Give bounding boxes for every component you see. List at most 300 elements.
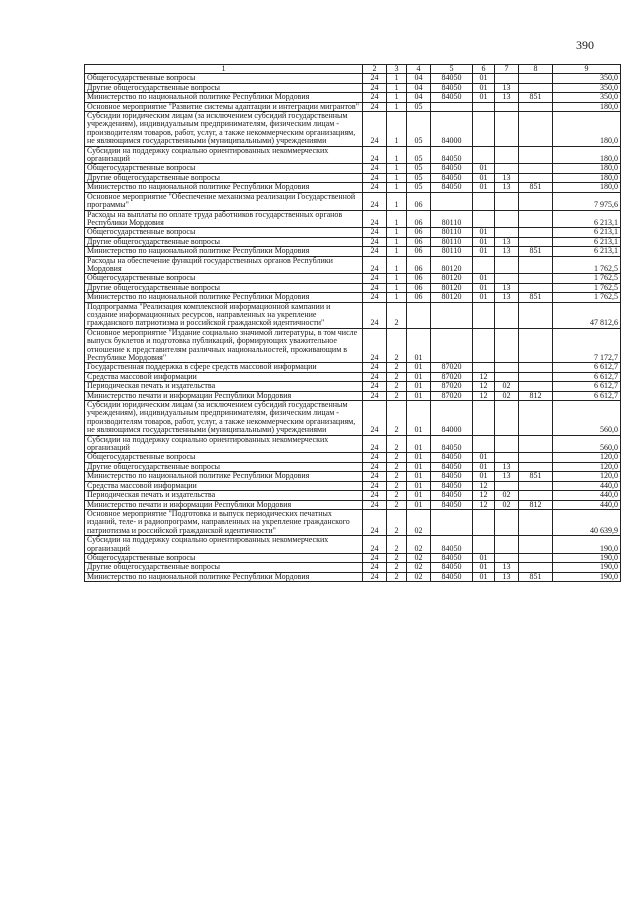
subprogram-code: 1 bbox=[387, 274, 407, 283]
amount: 180,0 bbox=[553, 164, 621, 173]
ministry-code bbox=[519, 274, 553, 283]
program-code: 24 bbox=[363, 283, 387, 292]
subprogram-code: 1 bbox=[387, 83, 407, 92]
amount: 190,0 bbox=[553, 563, 621, 572]
ministry-code bbox=[519, 228, 553, 237]
amount: 6 612,7 bbox=[553, 382, 621, 391]
program-code: 24 bbox=[363, 164, 387, 173]
row-name: Министерство по национальной политике Республики Мордовия bbox=[85, 183, 363, 192]
subsection-code bbox=[495, 192, 519, 210]
amount: 6 612,7 bbox=[553, 391, 621, 400]
subsection-code bbox=[495, 164, 519, 173]
table-row bbox=[85, 500, 621, 509]
ministry-code bbox=[519, 401, 553, 436]
table-row bbox=[85, 563, 621, 572]
subprogram-code: 2 bbox=[387, 302, 407, 328]
activity-code: 01 bbox=[407, 491, 431, 500]
row-name: Субсидии на поддержку социально ориентированных некоммерческих организаций bbox=[85, 536, 363, 554]
table-row bbox=[85, 74, 621, 83]
ministry-code bbox=[519, 435, 553, 453]
subprogram-code: 1 bbox=[387, 256, 407, 274]
ministry-code: 851 bbox=[519, 572, 553, 581]
amount: 350,0 bbox=[553, 83, 621, 92]
section-code bbox=[473, 112, 495, 147]
subsection-code bbox=[495, 328, 519, 363]
expense-code: 84050 bbox=[431, 481, 473, 490]
ministry-code bbox=[519, 563, 553, 572]
section-code bbox=[473, 302, 495, 328]
subprogram-code: 2 bbox=[387, 453, 407, 462]
section-code: 12 bbox=[473, 372, 495, 381]
subsection-code bbox=[495, 302, 519, 328]
section-code: 12 bbox=[473, 491, 495, 500]
subprogram-code: 1 bbox=[387, 93, 407, 102]
expense-code: 84050 bbox=[431, 563, 473, 572]
row-name: Субсидии юридическим лицам (за исключением субсидий государственным учреждениям), индивидуальным предпринимателям, физическим лицам - производителям товаров, работ, услуг, а также некоммерческим организациям, не являющимся государственными (муниципальными) учреждениями bbox=[85, 112, 363, 147]
ministry-code bbox=[519, 146, 553, 164]
subprogram-code: 1 bbox=[387, 237, 407, 246]
expense-code: 80110 bbox=[431, 247, 473, 256]
program-code: 24 bbox=[363, 509, 387, 535]
activity-code: 01 bbox=[407, 481, 431, 490]
subsection-code: 13 bbox=[495, 173, 519, 182]
subsection-code: 13 bbox=[495, 563, 519, 572]
program-code: 24 bbox=[363, 382, 387, 391]
section-code bbox=[473, 435, 495, 453]
expense-code: 87020 bbox=[431, 363, 473, 372]
program-code: 24 bbox=[363, 563, 387, 572]
program-code: 24 bbox=[363, 293, 387, 302]
expense-code: 84050 bbox=[431, 83, 473, 92]
row-name: Субсидии на поддержку социально ориентированных некоммерческих организаций bbox=[85, 435, 363, 453]
subprogram-code: 2 bbox=[387, 553, 407, 562]
ministry-code bbox=[519, 102, 553, 111]
expense-code: 87020 bbox=[431, 391, 473, 400]
section-code bbox=[473, 328, 495, 363]
amount: 350,0 bbox=[553, 74, 621, 83]
amount: 1 762,5 bbox=[553, 274, 621, 283]
expense-code bbox=[431, 328, 473, 363]
activity-code: 01 bbox=[407, 500, 431, 509]
expense-code: 80120 bbox=[431, 274, 473, 283]
amount: 190,0 bbox=[553, 572, 621, 581]
amount: 1 762,5 bbox=[553, 293, 621, 302]
program-code: 24 bbox=[363, 391, 387, 400]
section-code: 12 bbox=[473, 382, 495, 391]
activity-code: 04 bbox=[407, 93, 431, 102]
row-name: Субсидии на поддержку социально ориентированных некоммерческих организаций bbox=[85, 146, 363, 164]
expense-code: 84050 bbox=[431, 183, 473, 192]
section-code: 12 bbox=[473, 391, 495, 400]
subprogram-code: 2 bbox=[387, 372, 407, 381]
subprogram-code: 2 bbox=[387, 462, 407, 471]
ministry-code: 851 bbox=[519, 93, 553, 102]
activity-code: 06 bbox=[407, 256, 431, 274]
subsection-code: 13 bbox=[495, 283, 519, 292]
subprogram-code: 1 bbox=[387, 228, 407, 237]
expense-code: 84050 bbox=[431, 435, 473, 453]
column-header: 8 bbox=[519, 65, 553, 74]
row-name: Общегосударственные вопросы bbox=[85, 453, 363, 462]
section-code: 01 bbox=[473, 237, 495, 246]
program-code: 24 bbox=[363, 112, 387, 147]
activity-code: 05 bbox=[407, 183, 431, 192]
amount: 6 213,1 bbox=[553, 210, 621, 228]
expense-code bbox=[431, 192, 473, 210]
amount: 1 762,5 bbox=[553, 256, 621, 274]
expense-code: 84050 bbox=[431, 74, 473, 83]
table-row bbox=[85, 192, 621, 210]
row-name: Основное мероприятие "Обеспечение механизма реализации Государственной программы" bbox=[85, 192, 363, 210]
section-code: 01 bbox=[473, 164, 495, 173]
subsection-code bbox=[495, 210, 519, 228]
ministry-code: 851 bbox=[519, 183, 553, 192]
row-name: Общегосударственные вопросы bbox=[85, 553, 363, 562]
subprogram-code: 1 bbox=[387, 146, 407, 164]
table-row bbox=[85, 146, 621, 164]
expense-code: 84050 bbox=[431, 146, 473, 164]
ministry-code bbox=[519, 382, 553, 391]
table-row bbox=[85, 491, 621, 500]
row-name: Министерство по национальной политике Республики Мордовия bbox=[85, 247, 363, 256]
program-code: 24 bbox=[363, 472, 387, 481]
row-name: Общегосударственные вопросы bbox=[85, 228, 363, 237]
subprogram-code: 2 bbox=[387, 481, 407, 490]
table-row bbox=[85, 509, 621, 535]
subprogram-code: 1 bbox=[387, 192, 407, 210]
row-name: Периодическая печать и издательства bbox=[85, 382, 363, 391]
program-code: 24 bbox=[363, 146, 387, 164]
activity-code bbox=[407, 302, 431, 328]
column-header: 2 bbox=[363, 65, 387, 74]
expense-code: 84050 bbox=[431, 536, 473, 554]
subprogram-code: 1 bbox=[387, 247, 407, 256]
column-header: 6 bbox=[473, 65, 495, 74]
activity-code: 01 bbox=[407, 391, 431, 400]
program-code: 24 bbox=[363, 491, 387, 500]
activity-code: 06 bbox=[407, 192, 431, 210]
table-row bbox=[85, 256, 621, 274]
section-code bbox=[473, 536, 495, 554]
section-code bbox=[473, 146, 495, 164]
subsection-code: 02 bbox=[495, 491, 519, 500]
row-name: Министерство по национальной политике Республики Мордовия bbox=[85, 293, 363, 302]
subprogram-code: 2 bbox=[387, 363, 407, 372]
table-row bbox=[85, 572, 621, 581]
subprogram-code: 2 bbox=[387, 491, 407, 500]
section-code bbox=[473, 363, 495, 372]
ministry-code bbox=[519, 164, 553, 173]
subprogram-code: 2 bbox=[387, 509, 407, 535]
subprogram-code: 2 bbox=[387, 401, 407, 436]
ministry-code bbox=[519, 536, 553, 554]
amount: 560,0 bbox=[553, 401, 621, 436]
section-code: 01 bbox=[473, 93, 495, 102]
amount: 180,0 bbox=[553, 173, 621, 182]
section-code: 01 bbox=[473, 83, 495, 92]
subsection-code: 13 bbox=[495, 183, 519, 192]
expense-code: 84050 bbox=[431, 500, 473, 509]
table-row bbox=[85, 472, 621, 481]
amount: 47 812,6 bbox=[553, 302, 621, 328]
activity-code: 06 bbox=[407, 228, 431, 237]
subprogram-code: 2 bbox=[387, 572, 407, 581]
column-header: 4 bbox=[407, 65, 431, 74]
activity-code: 02 bbox=[407, 509, 431, 535]
row-name: Периодическая печать и издательства bbox=[85, 491, 363, 500]
section-code: 01 bbox=[473, 247, 495, 256]
program-code: 24 bbox=[363, 256, 387, 274]
table-row bbox=[85, 247, 621, 256]
activity-code: 01 bbox=[407, 372, 431, 381]
ministry-code: 812 bbox=[519, 391, 553, 400]
table-row bbox=[85, 164, 621, 173]
row-name: Министерство по национальной политике Республики Мордовия bbox=[85, 472, 363, 481]
program-code: 24 bbox=[363, 183, 387, 192]
activity-code: 05 bbox=[407, 164, 431, 173]
subsection-code bbox=[495, 228, 519, 237]
page-number: 390 bbox=[576, 38, 594, 52]
row-name: Другие общегосударственные вопросы bbox=[85, 563, 363, 572]
subprogram-code: 2 bbox=[387, 472, 407, 481]
ministry-code bbox=[519, 256, 553, 274]
section-code: 01 bbox=[473, 563, 495, 572]
activity-code: 05 bbox=[407, 146, 431, 164]
subprogram-code: 1 bbox=[387, 183, 407, 192]
table-row bbox=[85, 382, 621, 391]
subsection-code bbox=[495, 112, 519, 147]
amount: 6 612,7 bbox=[553, 372, 621, 381]
amount: 120,0 bbox=[553, 453, 621, 462]
amount: 350,0 bbox=[553, 93, 621, 102]
ministry-code bbox=[519, 553, 553, 562]
row-name: Общегосударственные вопросы bbox=[85, 164, 363, 173]
activity-code: 04 bbox=[407, 74, 431, 83]
program-code: 24 bbox=[363, 237, 387, 246]
amount: 180,0 bbox=[553, 183, 621, 192]
program-code: 24 bbox=[363, 83, 387, 92]
amount: 6 213,1 bbox=[553, 247, 621, 256]
section-code: 01 bbox=[473, 228, 495, 237]
table-row bbox=[85, 453, 621, 462]
section-code: 01 bbox=[473, 553, 495, 562]
activity-code: 01 bbox=[407, 453, 431, 462]
table-row bbox=[85, 112, 621, 147]
program-code: 24 bbox=[363, 401, 387, 436]
program-code: 24 bbox=[363, 274, 387, 283]
expense-code: 80110 bbox=[431, 237, 473, 246]
activity-code: 06 bbox=[407, 247, 431, 256]
expense-code: 87020 bbox=[431, 372, 473, 381]
ministry-code bbox=[519, 453, 553, 462]
expense-code: 80120 bbox=[431, 256, 473, 274]
expense-code: 87020 bbox=[431, 382, 473, 391]
row-name: Другие общегосударственные вопросы bbox=[85, 173, 363, 182]
subprogram-code: 1 bbox=[387, 283, 407, 292]
subsection-code bbox=[495, 435, 519, 453]
expense-code: 84050 bbox=[431, 553, 473, 562]
program-code: 24 bbox=[363, 481, 387, 490]
ministry-code: 851 bbox=[519, 247, 553, 256]
amount: 440,0 bbox=[553, 500, 621, 509]
row-name: Министерство по национальной политике Республики Мордовия bbox=[85, 93, 363, 102]
ministry-code bbox=[519, 302, 553, 328]
subsection-code: 13 bbox=[495, 237, 519, 246]
subprogram-code: 2 bbox=[387, 536, 407, 554]
column-header: 5 bbox=[431, 65, 473, 74]
expense-code: 84050 bbox=[431, 164, 473, 173]
subsection-code bbox=[495, 363, 519, 372]
row-name: Другие общегосударственные вопросы bbox=[85, 283, 363, 292]
subprogram-code: 2 bbox=[387, 382, 407, 391]
subprogram-code: 2 bbox=[387, 500, 407, 509]
program-code: 24 bbox=[363, 372, 387, 381]
table-row bbox=[85, 302, 621, 328]
subsection-code: 13 bbox=[495, 293, 519, 302]
table-row bbox=[85, 401, 621, 436]
expense-code: 84050 bbox=[431, 462, 473, 471]
program-code: 24 bbox=[363, 228, 387, 237]
expense-code: 84050 bbox=[431, 572, 473, 581]
subsection-code: 02 bbox=[495, 382, 519, 391]
expense-code: 84000 bbox=[431, 112, 473, 147]
subprogram-code: 2 bbox=[387, 563, 407, 572]
ministry-code bbox=[519, 192, 553, 210]
amount: 6 213,1 bbox=[553, 228, 621, 237]
row-name: Общегосударственные вопросы bbox=[85, 74, 363, 83]
program-code: 24 bbox=[363, 453, 387, 462]
expense-code bbox=[431, 102, 473, 111]
ministry-code bbox=[519, 372, 553, 381]
expense-code: 84000 bbox=[431, 401, 473, 436]
section-code: 01 bbox=[473, 572, 495, 581]
program-code: 24 bbox=[363, 435, 387, 453]
amount: 180,0 bbox=[553, 146, 621, 164]
program-code: 24 bbox=[363, 572, 387, 581]
activity-code: 06 bbox=[407, 283, 431, 292]
row-name: Средства массовой информации bbox=[85, 481, 363, 490]
table-row bbox=[85, 536, 621, 554]
row-name: Министерство по национальной политике Республики Мордовия bbox=[85, 572, 363, 581]
expense-code bbox=[431, 302, 473, 328]
expense-code bbox=[431, 509, 473, 535]
subsection-code: 02 bbox=[495, 391, 519, 400]
ministry-code bbox=[519, 74, 553, 83]
row-name: Министерство печати и информации Республики Мордовия bbox=[85, 500, 363, 509]
program-code: 24 bbox=[363, 500, 387, 509]
section-code: 01 bbox=[473, 173, 495, 182]
activity-code: 06 bbox=[407, 210, 431, 228]
activity-code: 01 bbox=[407, 401, 431, 436]
row-name: Субсидии юридическим лицам (за исключением субсидий государственным учреждениям), индивидуальным предпринимателям, физическим лицам - производителям товаров, работ, услуг, а также некоммерческим организациям, не являющимся государственными (муниципальными) учреждениями bbox=[85, 401, 363, 436]
activity-code: 06 bbox=[407, 237, 431, 246]
ministry-code bbox=[519, 509, 553, 535]
row-name: Другие общегосударственные вопросы bbox=[85, 237, 363, 246]
expense-code: 84050 bbox=[431, 491, 473, 500]
column-header: 9 bbox=[553, 65, 621, 74]
subprogram-code: 2 bbox=[387, 435, 407, 453]
amount: 440,0 bbox=[553, 491, 621, 500]
expense-code: 80110 bbox=[431, 228, 473, 237]
activity-code: 02 bbox=[407, 536, 431, 554]
activity-code: 04 bbox=[407, 83, 431, 92]
activity-code: 01 bbox=[407, 382, 431, 391]
section-code: 12 bbox=[473, 500, 495, 509]
table-row bbox=[85, 293, 621, 302]
section-code: 12 bbox=[473, 481, 495, 490]
activity-code: 01 bbox=[407, 472, 431, 481]
section-code bbox=[473, 102, 495, 111]
program-code: 24 bbox=[363, 74, 387, 83]
subsection-code: 13 bbox=[495, 472, 519, 481]
subsection-code bbox=[495, 146, 519, 164]
column-header: 7 bbox=[495, 65, 519, 74]
row-name: Основное мероприятие "Подготовка и выпуск периодических печатных изданий, теле- и радиопрограмм, направленных на укрепление гражданского патриотизма и российской гражданской идентичности" bbox=[85, 509, 363, 535]
table-row bbox=[85, 274, 621, 283]
row-name: Министерство печати и информации Республики Мордовия bbox=[85, 391, 363, 400]
subsection-code: 02 bbox=[495, 500, 519, 509]
expense-code: 84050 bbox=[431, 93, 473, 102]
row-name: Основное мероприятие "Развитие системы адаптации и интеграции мигрантов" bbox=[85, 102, 363, 111]
subsection-code bbox=[495, 256, 519, 274]
row-name: Другие общегосударственные вопросы bbox=[85, 83, 363, 92]
amount: 1 762,5 bbox=[553, 283, 621, 292]
activity-code: 02 bbox=[407, 563, 431, 572]
subsection-code: 13 bbox=[495, 572, 519, 581]
ministry-code: 851 bbox=[519, 472, 553, 481]
activity-code: 06 bbox=[407, 293, 431, 302]
amount: 560,0 bbox=[553, 435, 621, 453]
section-code: 01 bbox=[473, 274, 495, 283]
table-row bbox=[85, 363, 621, 372]
ministry-code bbox=[519, 328, 553, 363]
expense-code: 84050 bbox=[431, 472, 473, 481]
subsection-code: 13 bbox=[495, 83, 519, 92]
amount: 7 975,6 bbox=[553, 192, 621, 210]
section-code: 01 bbox=[473, 472, 495, 481]
amount: 440,0 bbox=[553, 481, 621, 490]
table-row bbox=[85, 93, 621, 102]
subsection-code bbox=[495, 401, 519, 436]
ministry-code bbox=[519, 481, 553, 490]
subsection-code: 13 bbox=[495, 93, 519, 102]
activity-code: 01 bbox=[407, 462, 431, 471]
expense-code: 84050 bbox=[431, 453, 473, 462]
amount: 120,0 bbox=[553, 462, 621, 471]
section-code bbox=[473, 256, 495, 274]
program-code: 24 bbox=[363, 93, 387, 102]
activity-code: 02 bbox=[407, 572, 431, 581]
program-code: 24 bbox=[363, 536, 387, 554]
subsection-code bbox=[495, 453, 519, 462]
section-code: 01 bbox=[473, 462, 495, 471]
ministry-code bbox=[519, 363, 553, 372]
section-code bbox=[473, 509, 495, 535]
budget-table bbox=[84, 64, 621, 582]
section-code bbox=[473, 192, 495, 210]
activity-code: 01 bbox=[407, 328, 431, 363]
row-name: Средства массовой информации bbox=[85, 372, 363, 381]
subprogram-code: 1 bbox=[387, 102, 407, 111]
expense-code: 84050 bbox=[431, 173, 473, 182]
subsection-code: 13 bbox=[495, 462, 519, 471]
subprogram-code: 2 bbox=[387, 328, 407, 363]
section-code bbox=[473, 401, 495, 436]
subprogram-code: 1 bbox=[387, 293, 407, 302]
expense-code: 80120 bbox=[431, 283, 473, 292]
column-header: 1 bbox=[85, 65, 363, 74]
activity-code: 05 bbox=[407, 112, 431, 147]
